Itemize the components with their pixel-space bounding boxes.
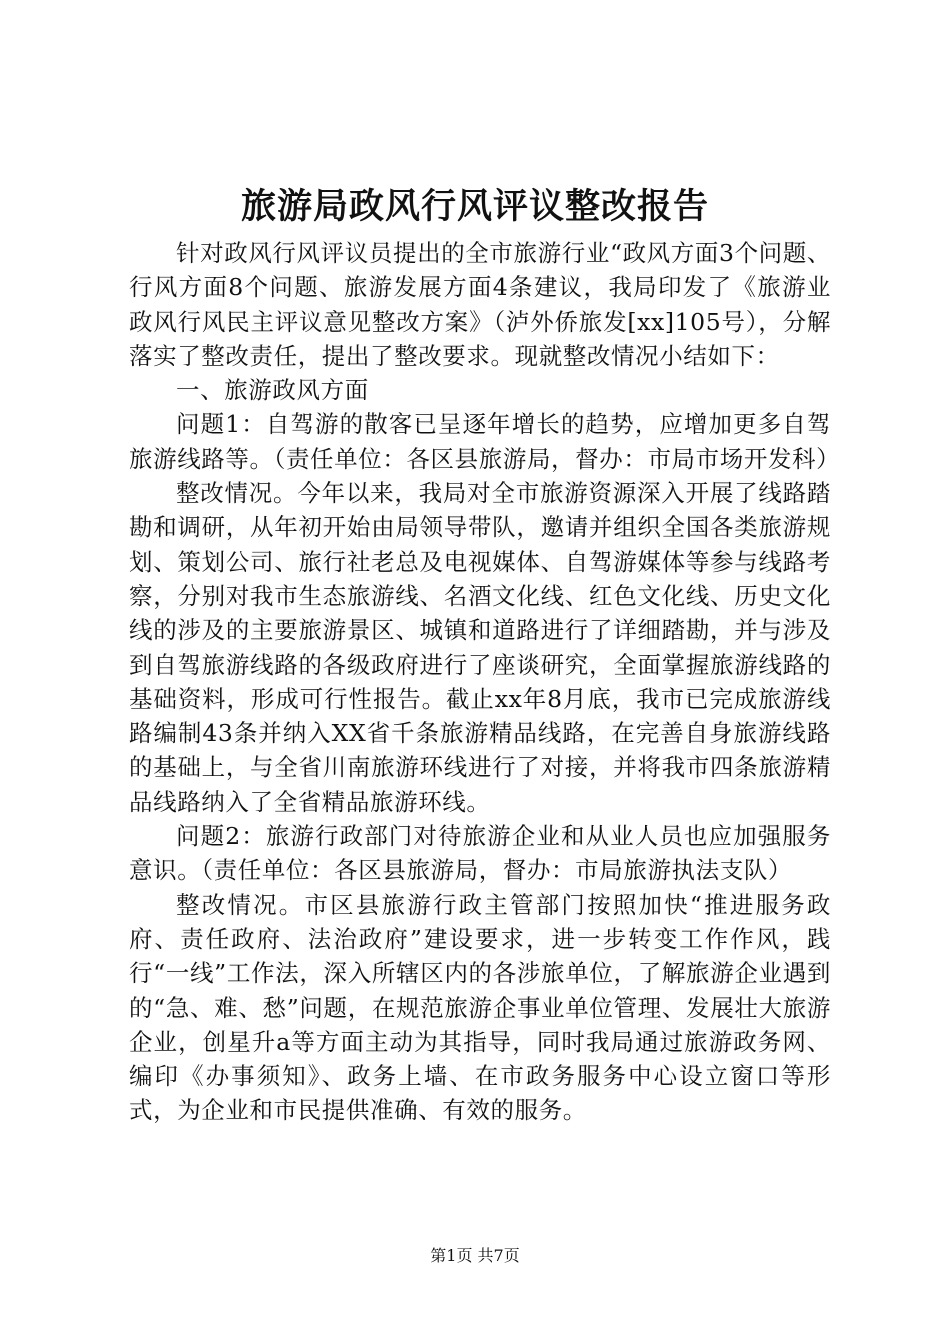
issue-2-paragraph: 问题2：旅游行政部门对待旅游企业和从业人员也应加强服务意识。（责任单位：各区县旅游局，督办：市局旅游执法支队） xyxy=(129,822,831,885)
section-heading: 一、旅游政风方面 xyxy=(176,376,369,405)
page-number-footer: 第1页 共7页 xyxy=(430,1246,520,1265)
rectification-2-paragraph: 整改情况。市区县旅游行政主管部门按照加快“推进服务政府、责任政府、法治政府”建设要求，进一步转变工作作风，践行“一线”工作法，深入所辖区内的各涉旅单位，了解旅游企业遇到的“急、难、愁”问题，在规范旅游企事业单位管理、发展壮大旅游企业，创星升a等方面主动为其指导，同时我局通过旅游政务网、编印《办事须知》、政务上墙、在市政务服务中心设立窗口等形式，为企业和市民提供准确、有效的服务。 xyxy=(129,890,831,1125)
document-title: 旅游局政风行风评议整改报告 xyxy=(240,186,709,227)
rectification-1-paragraph: 整改情况。今年以来，我局对全市旅游资源深入开展了线路踏勘和调研，从年初开始由局领导带队，邀请并组织全国各类旅游规划、策划公司、旅行社老总及电视媒体、自驾游媒体等参与线路考察，分别对我市生态旅游线、名酒文化线、红色文化线、历史文化线的涉及的主要旅游景区、城镇和道路进行了详细踏勘，并与涉及到自驾旅游线路的各级政府进行了座谈研究，全面掌握旅游线路的基础资料，形成可行性报告。截止xx年8月底，我市已完成旅游线路编制43条并纳入XX省千条旅游精品线路，在完善自身旅游线路的基础上，与全省川南旅游环线进行了对接，并将我市四条旅游精品线路纳入了全省精品旅游环线。 xyxy=(129,479,831,816)
intro-paragraph: 针对政风行风评议员提出的全市旅游行业“政风方面3个问题、行风方面8个问题、旅游发展方面4条建议，我局印发了《旅游业政风行风民主评议意见整改方案》（泸外侨旅发[xx]105号），分解落实了整改责任，提出了整改要求。现就整改情况小结如下： xyxy=(129,239,831,370)
document-body xyxy=(129,236,841,1128)
issue-1-paragraph: 问题1：自驾游的散客已呈逐年增长的趋势，应增加更多自驾旅游线路等。（责任单位：各区县旅游局，督办：市局市场开发科） xyxy=(129,410,841,473)
